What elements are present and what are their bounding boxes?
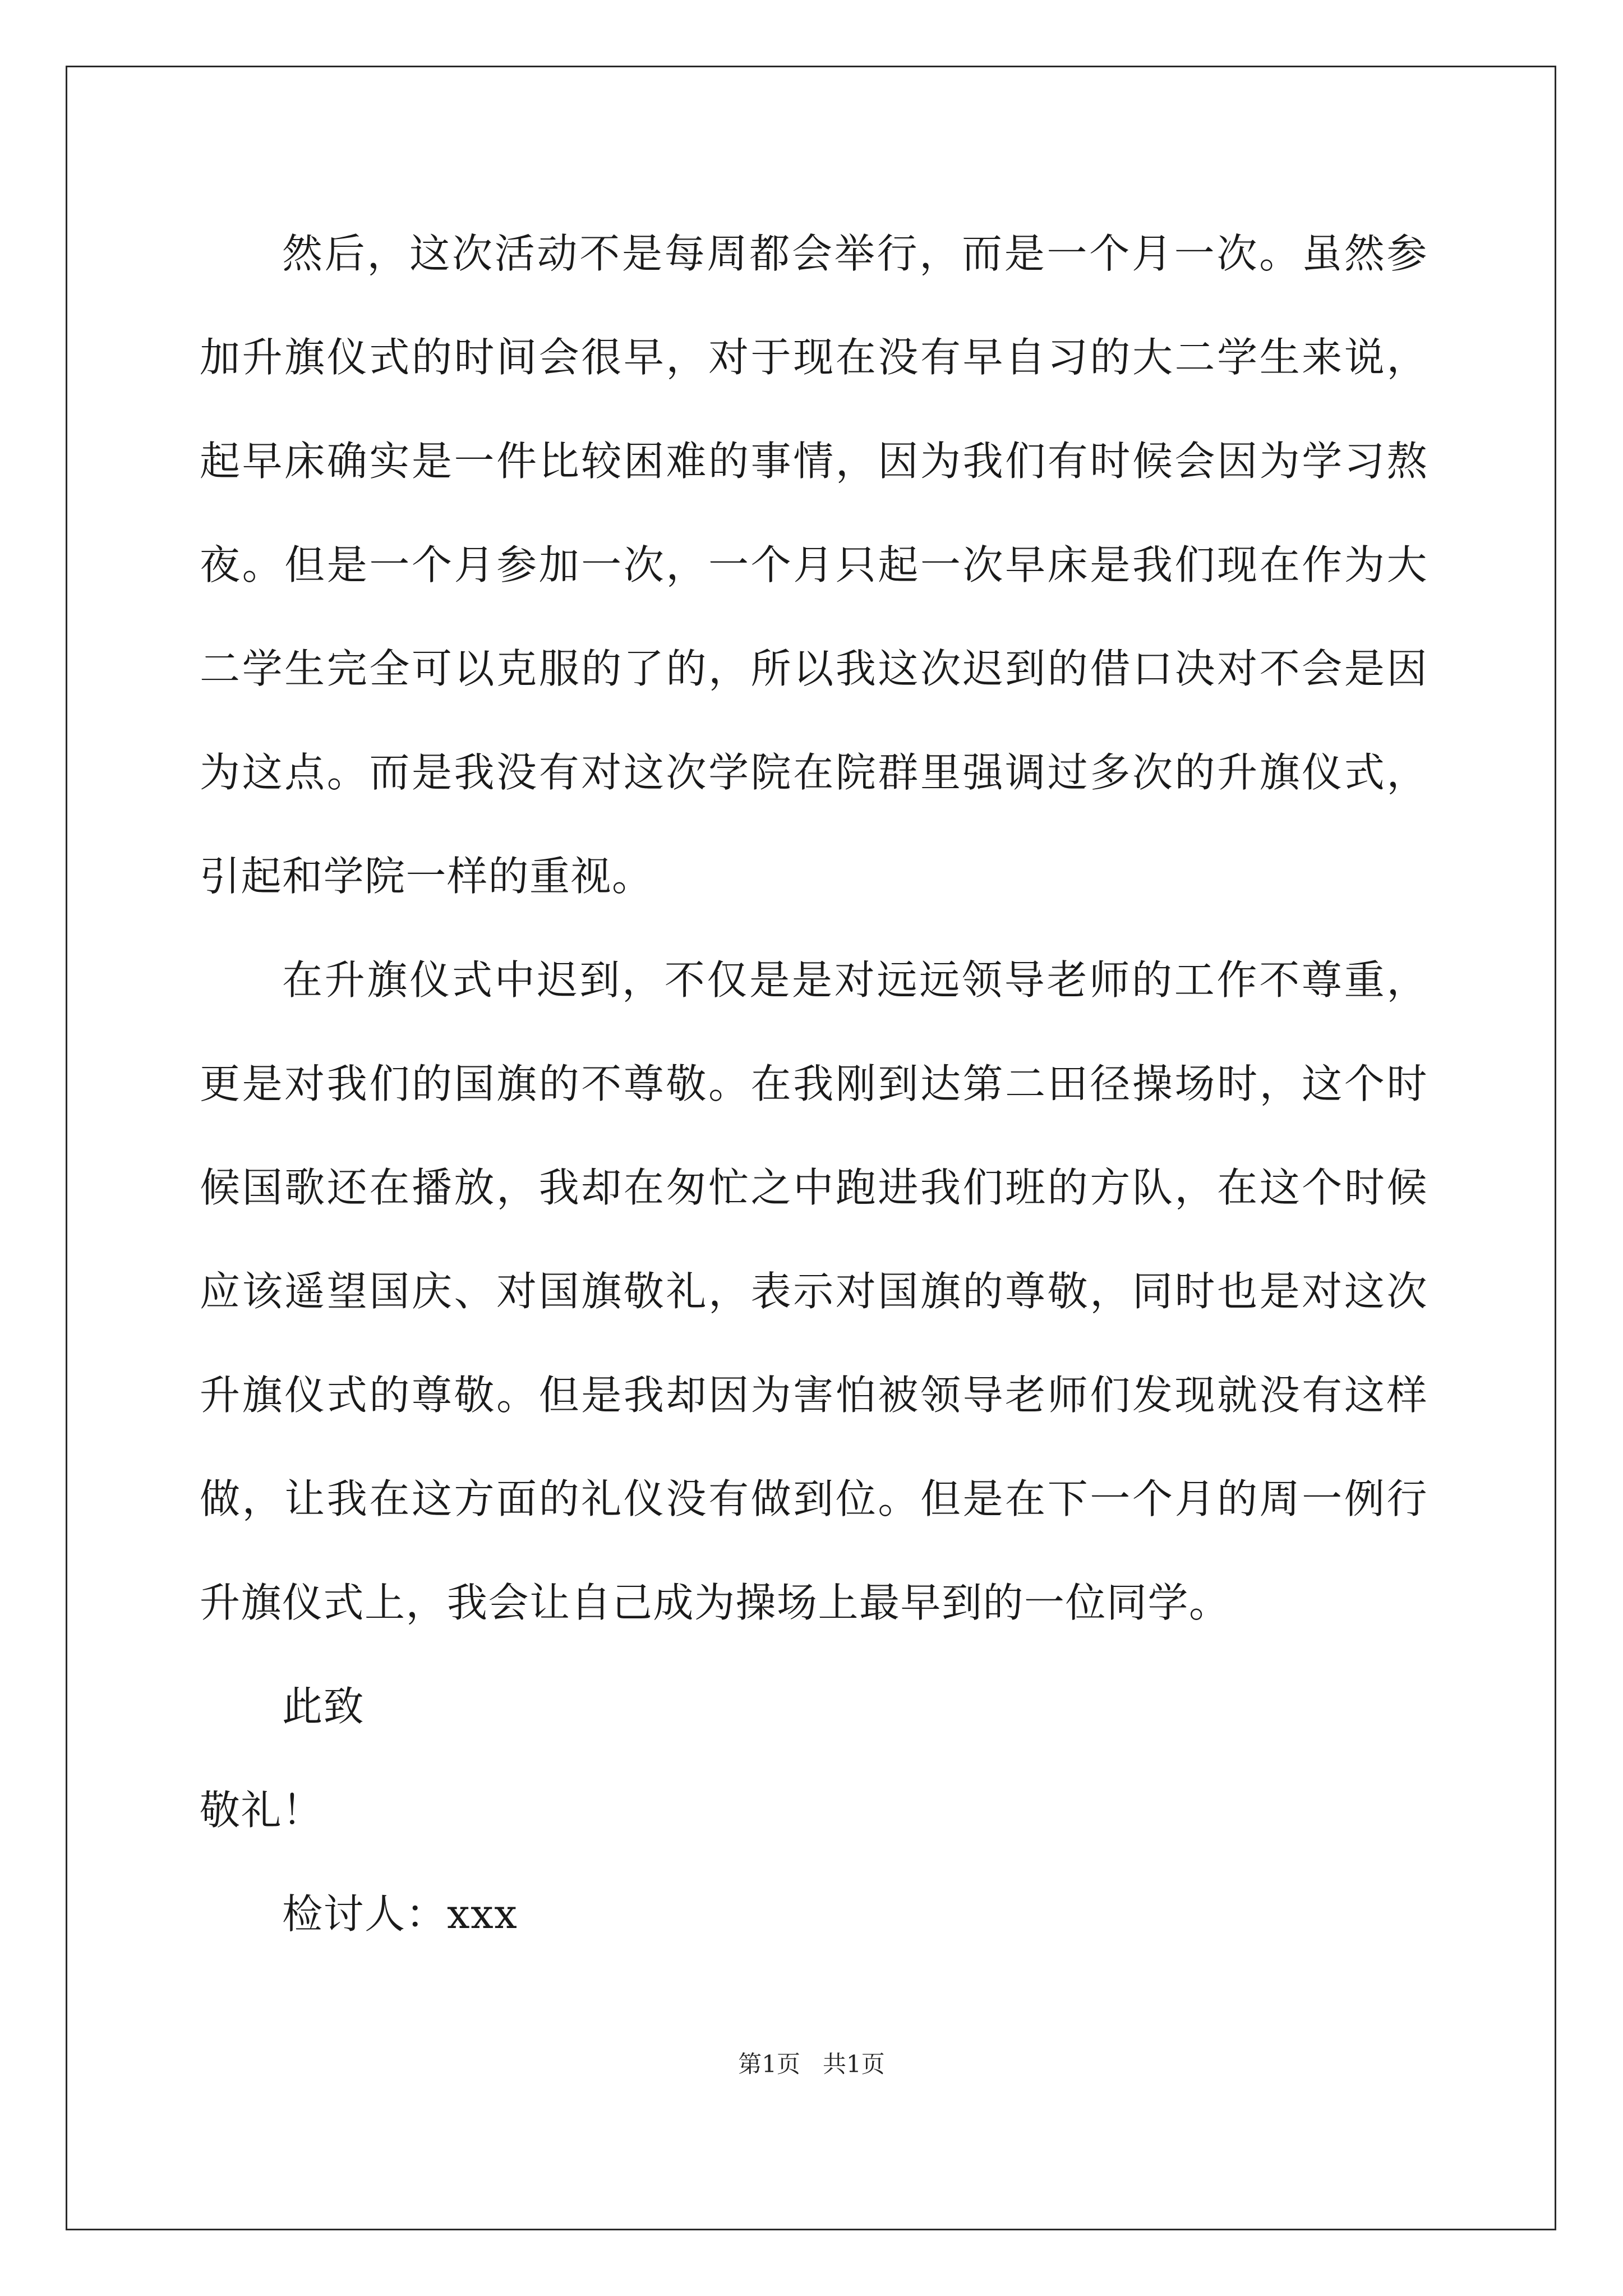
page-footer: 第1页 共1页 — [738, 2050, 885, 2078]
paragraph-2: 在升旗仪式中迟到，不仅是是对远远领导老师的工作不尊重，更是对我们的国旗的不尊敬。在我刚到达第二田径操场时，这个时候国歌还在播放，我却在匆忙之中跑进我们班的方队，在这个时候应该遥望国庆、对国旗敬礼，表示对国旗的尊敬，同时也是对这次升旗仪式的尊敬。但是我却因为害怕被领导老师们发现就没有这样做，让我在这方面的礼仪没有做到位。但是在下一个月的周一例行升旗仪式上，我会让自己成为操场上最早到的一位同学。 — [200, 956, 1428, 1626]
signature: 检讨人：xxx — [282, 1890, 518, 1938]
document-body — [200, 202, 1428, 1966]
closing-phrase: 此致 — [282, 1683, 365, 1730]
salutation: 敬礼！ — [200, 1787, 324, 1834]
paragraph-1: 然后，这次活动不是每周都会举行，而是一个月一次。虽然参加升旗仪式的时间会很早，对于现在没有早自习的大二学生来说，起早床确实是一件比较困难的事情，因为我们有时候会因为学习熬夜。但是一个月参加一次，一个月只起一次早床是我们现在作为大二学生完全可以克服的了的，所以我这次迟到的借口决对不会是因为这点。而是我没有对这次学院在院群里强调过多次的升旗仪式，引起和学院一样的重视。 — [200, 230, 1428, 900]
